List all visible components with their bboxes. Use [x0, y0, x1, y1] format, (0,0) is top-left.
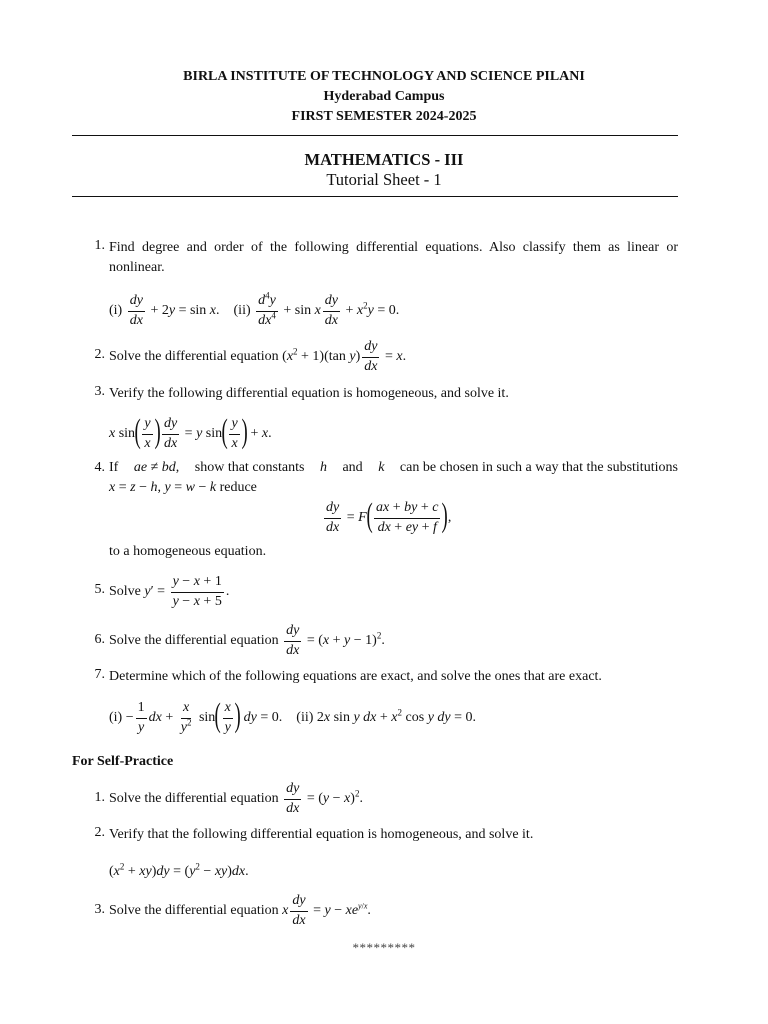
q4-line-2: x = z − h, y = w − k reduce — [109, 480, 257, 495]
semester-label: FIRST SEMESTER 2024-2025 — [291, 109, 477, 124]
q5-line: Solve y′ = $\frac{y - x + 1}{y - x + 5}$ . — [109, 574, 230, 609]
campus-name: Hyderabad Campus — [323, 89, 445, 104]
q6-line: Solve the differential equation $\frac{dy}{dx}$ = $(x + y - 1)^2$. — [109, 623, 385, 658]
sheet-subtitle: Tutorial Sheet - 1 — [326, 170, 442, 189]
q7-text: Determine which of the following equations are exact, and solve the ones that are exact. — [109, 669, 602, 684]
top-divider — [72, 135, 678, 136]
q1-number: 1. — [94, 238, 105, 253]
end-marker: ********* — [352, 940, 416, 955]
q5-number: 5. — [94, 582, 105, 597]
sp3-number: 3. — [94, 902, 105, 917]
q3-text: Verify the following differential equation is homogeneous, and solve it. — [109, 386, 509, 401]
q4-number: 4. — [94, 460, 105, 475]
q1-text: Find degree and order of the following differential equations. Also classify them as linear or nonlinear. — [109, 240, 678, 275]
course-title: MATHEMATICS - III — [304, 150, 464, 169]
bottom-divider — [72, 196, 678, 197]
q6-number: 6. — [94, 632, 105, 647]
institute-name: BIRLA INSTITUTE OF TECHNOLOGY AND SCIENCE PILANI — [183, 69, 585, 84]
sp1-number: 1. — [94, 790, 105, 805]
q3-number: 3. — [94, 384, 105, 399]
q2-number: 2. — [94, 347, 105, 362]
q4-equation: $\frac{dy}{dx}$ = F ( $\frac{ax + by + c}{dx + ey + f}$ ) , — [326, 497, 452, 535]
q2-line: Solve the differential equation $(x^2 + 1)(\tan$ y) $\frac{dy}{dx}$ = x. — [109, 339, 407, 374]
q4-line-1: If ae ≠ bd, show that constants h and k can be chosen in such a way that the substitutions — [109, 460, 678, 475]
self-practice-heading: For Self-Practice — [72, 754, 174, 769]
sp1-line: Solve the differential equation $\frac{dy}{dx}$ = $(y - x)^2$. — [109, 781, 363, 816]
sp3-line: Solve the differential equation x $\frac{dy}{dx}$ = $y - xe^{y/x}$. — [109, 893, 371, 928]
q1-equations: (i) $\frac{dy}{dx}$ + 2y = sin x. (ii) $\frac{d^4y}{dx^4}$ + sin x $\frac{dy}{dx}$ + $x^2y = 0$. — [109, 290, 400, 328]
sp2-number: 2. — [94, 825, 105, 840]
q7-number: 7. — [94, 667, 105, 682]
q2-text: Solve the differential equation — [109, 349, 279, 364]
sp2-text: Verify that the following differential equation is homogeneous, and solve it. — [109, 827, 534, 842]
q4-text-end: to a homogeneous equation. — [109, 544, 267, 559]
sp2-equation: $(x^2 + xy)dy = (y^2 - xy)dx$. — [109, 861, 249, 879]
q3-equation: x sin ( $\frac{y}{x}$ ) $\frac{dy}{dx}$ = y sin ( $\frac{y}{x}$ ) + x. — [109, 413, 272, 451]
q7-equations: (i) − $\frac{1}{y}$ dx + $\frac{x}{y^2}$ sin ( $\frac{x}{y}$ ) dy = 0. (ii) 2x sin y dx + $x^2$ cos y dy = 0. — [109, 697, 477, 735]
